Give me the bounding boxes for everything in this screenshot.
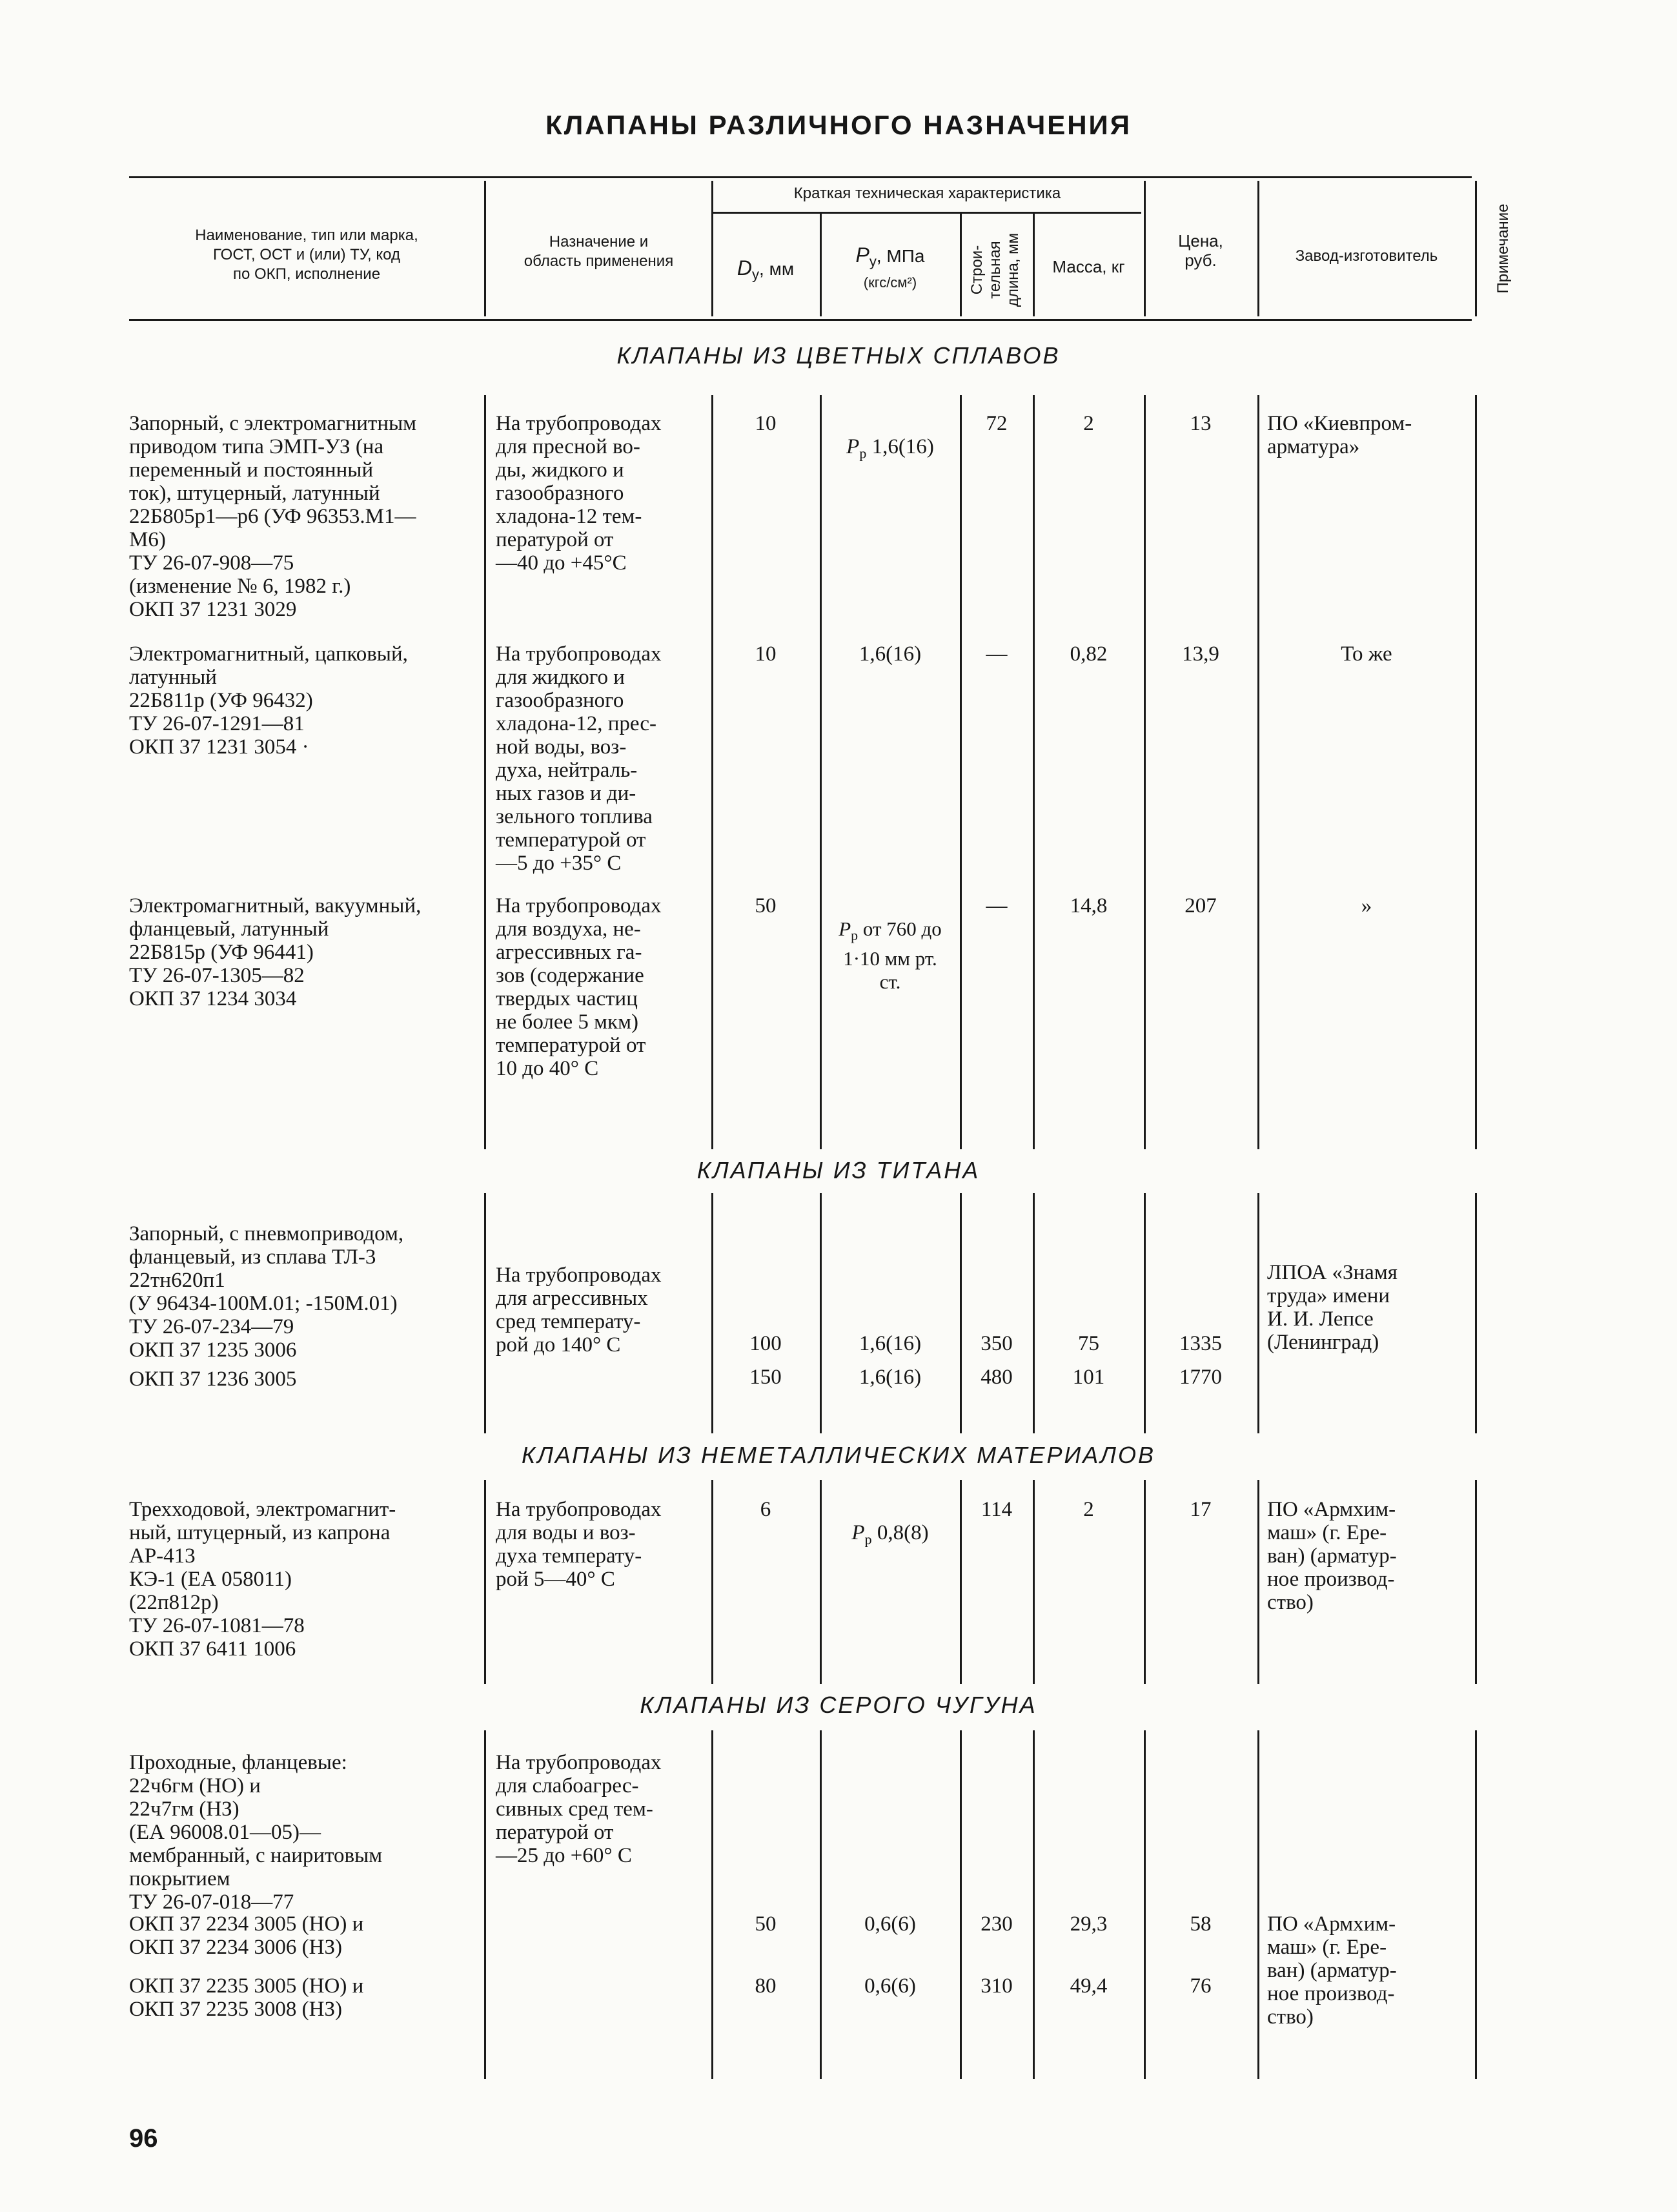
row-price: 207 <box>1184 894 1217 917</box>
row-pn-sub: р <box>864 1531 872 1548</box>
row-pn-prefix: P <box>838 917 851 940</box>
row-price: 13 <box>1190 412 1212 435</box>
header-length-line2: тельная <box>986 241 1004 299</box>
header-pn-sub: у <box>869 253 877 270</box>
row-name: Запорный, с пневмоприводом, фланцевый, из сплава ТЛ-3 22тн620п1 (У 96434-100М.01; -150М.01) ТУ 26-07-234—79 ОКП 37 1235 3006 <box>129 1222 404 1362</box>
row-name: Электромагнитный, вакуумный, фланцевый, латунный 22Б815р (УФ 96441) ТУ 26-07-1305—82 ОКП 37 1234 3034 <box>129 894 422 1010</box>
body-sep <box>711 1193 713 1433</box>
header-sep-4 <box>960 213 962 316</box>
row-name: Проходные, фланцевые: 22ч6гм (НО) и 22ч7гм (НЗ) (ЕА 96008.01—05)— мембранный, с наиритовым покрытием ТУ 26-07-018—77 <box>129 1751 383 1914</box>
row-dn: 6 <box>760 1498 771 1521</box>
row-pn: 0,6(6) <box>864 1912 916 1936</box>
row-mass: 2 <box>1083 1498 1094 1521</box>
row-pn-sub: р <box>851 927 859 944</box>
row-pn-second: 0,6(6) <box>864 1974 916 1998</box>
body-sep <box>484 1730 486 2079</box>
row-pn: 1,6(16) <box>859 642 922 666</box>
row-price-second: 76 <box>1190 1974 1212 1998</box>
body-sep <box>1475 1730 1477 2079</box>
row-mass: 29,3 <box>1070 1912 1108 1936</box>
row-purpose: На трубопроводах для агрессивных сред температу- рой до 140° С <box>496 1264 662 1357</box>
header-dn-sub: у <box>752 266 760 283</box>
row-length: — <box>986 642 1008 666</box>
row-name: Трехходовой, электромагнит- ный, штуцерный, из капрона АР-413 КЭ-1 (ЕА 058011) (22п812р) ТУ 26-07-1081—78 ОКП 37 6411 1006 <box>129 1498 396 1661</box>
header-note: Примечание <box>1494 203 1512 294</box>
row-pn-prefix: P <box>851 1521 865 1544</box>
body-sep <box>484 395 486 1149</box>
header-name: Наименование, тип или марка, ГОСТ, ОСТ и (или) ТУ, код по ОКП, исполнение <box>195 227 418 283</box>
body-sep <box>484 1193 486 1433</box>
body-sep <box>960 395 962 1149</box>
row-name-second-code: ОКП 37 2235 3005 (НО) и ОКП 37 2235 3008 (НЗ) <box>129 1974 364 2021</box>
row-maker: ПО «Киевпром- арматура» <box>1267 412 1412 458</box>
section-heading-nonmetallic: КЛАПАНЫ ИЗ НЕМЕТАЛЛИЧЕСКИХ МАТЕРИАЛОВ <box>522 1442 1155 1468</box>
body-sep <box>1257 395 1259 1149</box>
row-length: 72 <box>986 412 1008 435</box>
row-price: 1335 <box>1179 1332 1222 1355</box>
header-dn-unit: , мм <box>759 259 795 279</box>
row-length: 114 <box>981 1498 1013 1521</box>
body-sep <box>711 1730 713 2079</box>
row-name: Электромагнитный, цапковый, латунный 22Б811р (УФ 96432) ТУ 26-07-1291—81 ОКП 37 1231 3054 · <box>129 642 408 759</box>
row-length: 230 <box>981 1912 1013 1936</box>
brief-underline <box>713 212 1141 214</box>
row-name: Запорный, с электромагнитным приводом типа ЭМП-УЗ (на переменный и постоянный ток), штуцерный, латунный 22Б805р1—р6 (УФ 96353.М1— М6) ТУ 26-07-908—75 (изменение № 6, 1982 г.) ОКП 37 1231 3029 <box>129 412 417 621</box>
header-top-rule <box>129 176 1472 178</box>
header-pn-unit2: (кгс/см²) <box>863 274 917 291</box>
page-number: 96 <box>129 2124 158 2153</box>
row-purpose: На трубопроводах для слабоагрес- сивных сред тем- пературой от —25 до +60° С <box>496 1751 662 1867</box>
section-heading-nonferrous: КЛАПАНЫ ИЗ ЦВЕТНЫХ СПЛАВОВ <box>616 342 1061 369</box>
body-sep <box>1033 1730 1035 2079</box>
header-dn-symbol: D <box>737 256 753 280</box>
row-price: 17 <box>1190 1498 1212 1521</box>
row-dn: 10 <box>755 642 777 666</box>
body-sep <box>484 1480 486 1684</box>
header-length-line3: длина, мм <box>1004 232 1022 307</box>
body-sep <box>1144 1193 1146 1433</box>
header-dn <box>713 258 818 285</box>
row-purpose: На трубопроводах для воздуха, не- агрессивных га- зов (содержание твердых частиц не более 5 мкм) температурой от 10 до 40° С <box>496 894 662 1080</box>
header-purpose: Назначение и область применения <box>523 233 674 270</box>
row-name-second: ОКП 37 1236 3005 <box>129 1367 297 1391</box>
row-pn-value: от 760 до 1·10 мм рт. ст. <box>843 917 942 994</box>
row-length-second: 310 <box>981 1974 1013 1998</box>
body-sep <box>960 1730 962 2079</box>
row-price: 58 <box>1190 1912 1212 1936</box>
row-length: — <box>986 894 1008 917</box>
row-dn: 10 <box>755 412 777 435</box>
section-heading-titanium: КЛАПАНЫ ИЗ ТИТАНА <box>696 1157 981 1183</box>
header-price: Цена, руб. <box>1178 231 1223 270</box>
row-length: 350 <box>981 1332 1013 1355</box>
body-sep <box>1257 1480 1259 1684</box>
row-mass-second: 49,4 <box>1070 1974 1108 1998</box>
row-pn: 1,6(16) <box>859 1332 922 1355</box>
body-sep <box>820 1730 822 2079</box>
row-mass: 2 <box>1083 412 1094 435</box>
row-purpose: На трубопроводах для пресной во- ды, жидкого и газообразного хладона-12 тем- пературой от —40 до +45°C <box>496 412 662 575</box>
row-purpose: На трубопроводах для жидкого и газообразного хладона-12, прес- ной воды, воз- духа, нейтраль- ных газов и ди- зельного топлива температурой от —5 до +35° С <box>496 642 662 875</box>
body-sep <box>960 1193 962 1433</box>
row-mass-second: 101 <box>1072 1366 1105 1389</box>
row-maker: ПО «Армхим- маш» (г. Ере- ван) (арматур- ное производ- ство) <box>1267 1498 1397 1614</box>
row-dn-second: 80 <box>755 1974 777 1998</box>
row-maker: ПО «Армхим- маш» (г. Ере- ван) (арматур- ное производ- ство) <box>1267 1912 1397 2029</box>
row-maker: То же <box>1341 642 1392 666</box>
header-maker: Завод-изготовитель <box>1295 247 1438 265</box>
body-sep <box>1475 1480 1477 1684</box>
body-sep <box>1257 1193 1259 1433</box>
row-pn-value: 0,8(8) <box>877 1521 929 1544</box>
body-sep <box>1033 395 1035 1149</box>
body-sep <box>1475 1193 1477 1433</box>
row-pn-prefix: P <box>846 435 860 458</box>
header-sep-8 <box>1475 181 1477 316</box>
row-mass: 75 <box>1078 1332 1099 1355</box>
row-pn <box>822 412 959 466</box>
body-sep <box>1033 1193 1035 1433</box>
header-mass: Масса, кг <box>1052 257 1125 276</box>
body-sep <box>1144 395 1146 1149</box>
row-dn: 50 <box>755 1912 777 1936</box>
section-heading-grey-iron: КЛАПАНЫ ИЗ СЕРОГО ЧУГУНА <box>640 1692 1037 1718</box>
header-pn-unit: , МПа <box>876 246 925 266</box>
row-dn: 50 <box>755 894 777 917</box>
header-length <box>968 218 1022 322</box>
body-sep <box>1144 1730 1146 2079</box>
row-purpose: На трубопроводах для воды и воз- духа температу- рой 5—40° С <box>496 1498 662 1591</box>
row-mass: 0,82 <box>1070 642 1108 666</box>
row-length-second: 480 <box>981 1366 1013 1389</box>
header-bottom-rule <box>129 319 1472 321</box>
header-pn <box>822 245 959 292</box>
body-sep <box>1257 1730 1259 2079</box>
row-pn <box>822 1498 959 1551</box>
row-maker: » <box>1361 894 1372 917</box>
row-pn-value: 1,6(16) <box>871 435 934 458</box>
row-name-first-code: ОКП 37 2234 3005 (НО) и ОКП 37 2234 3006 (НЗ) <box>129 1912 364 1959</box>
page-title: КЛАПАНЫ РАЗЛИЧНОГО НАЗНАЧЕНИЯ <box>545 110 1132 140</box>
row-pn-second: 1,6(16) <box>859 1366 922 1389</box>
header-sep-1 <box>484 181 486 316</box>
header-pn-symbol: P <box>855 243 869 267</box>
header-brief: Краткая техническая характеристика <box>793 185 1061 202</box>
row-mass: 14,8 <box>1070 894 1108 917</box>
body-sep <box>820 395 822 1149</box>
row-price-second: 1770 <box>1179 1366 1222 1389</box>
row-dn-second: 150 <box>749 1366 782 1389</box>
row-maker: ЛПОА «Знамя труда» имени И. И. Лепсе (Ленинград) <box>1267 1261 1397 1354</box>
body-sep <box>1475 395 1477 1149</box>
row-dn: 100 <box>749 1332 782 1355</box>
header-length-line1: Строи- <box>968 245 986 295</box>
row-price: 13,9 <box>1182 642 1219 666</box>
body-sep <box>711 395 713 1149</box>
row-pn <box>822 894 959 994</box>
row-pn-sub: р <box>859 445 867 462</box>
body-sep <box>820 1193 822 1433</box>
